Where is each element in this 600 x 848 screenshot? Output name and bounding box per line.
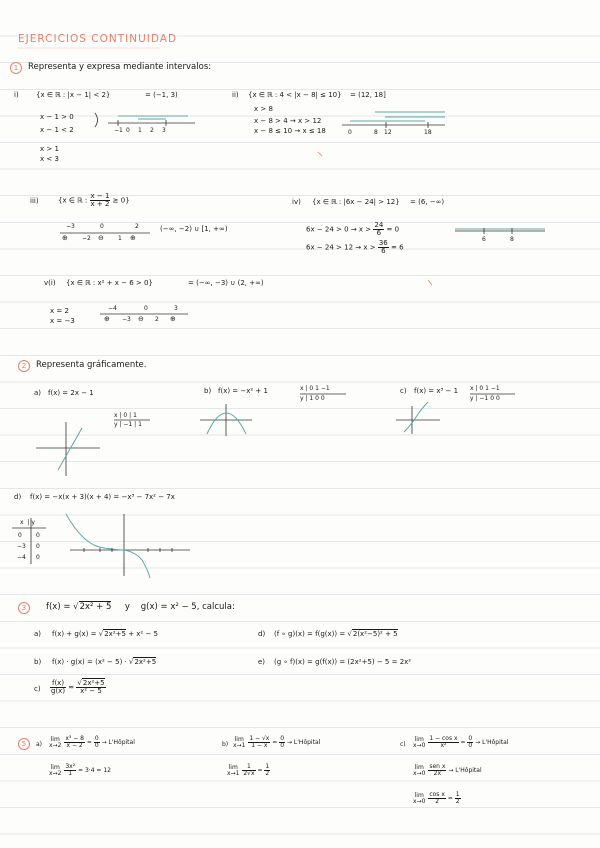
s2-d-table-row: 0 bbox=[36, 532, 40, 539]
section-1-number: 1 bbox=[10, 62, 22, 74]
section-2-heading: Representa gráficamente. bbox=[36, 360, 147, 370]
s3-c-expr: $\frac{f(x)}{g(x)}$ = $\frac{\text{√2x²+5}}{\text{x² − 5}}$ bbox=[51, 679, 105, 695]
s1-iii-sign: 1 bbox=[118, 235, 122, 242]
s5-c-expr: lim x→0 $\frac{\text{1 − cos x}}{\text{x²}}$ = $\frac{0}{0}$ → L'Hôpital bbox=[413, 735, 509, 749]
s1-i-line4: x < 3 bbox=[40, 155, 59, 163]
s1-iii-set: {x ∈ ℝ : $\frac{x - 1}{x + 2}$ ≥ 0} bbox=[58, 192, 130, 208]
s3-d-label: d) bbox=[258, 630, 266, 638]
s2-b-label: b) bbox=[204, 387, 212, 395]
s1-iv-line2: 6x − 24 > 12 → x > $\frac{36}{6}$ = 6 bbox=[306, 239, 404, 255]
s1-v-sign: ⊕ bbox=[170, 315, 176, 323]
s2-c-expr: f(x) = x³ − 1 bbox=[414, 387, 459, 395]
s1-ii-tick: 18 bbox=[424, 129, 432, 136]
s2-d-table-row: −4 bbox=[17, 554, 26, 561]
s2-b-table-head: x | 0 1 −1 bbox=[300, 385, 330, 392]
s1-v-sign: −3 bbox=[122, 316, 131, 323]
s3-d-expr: (f ∘ g)(x) = f(g(x)) = √2(x²−5)² + 5 bbox=[274, 630, 398, 638]
section-5-number: 5 bbox=[18, 738, 30, 750]
s1-v-line2: x = −3 bbox=[50, 317, 75, 325]
page-title: EJERCICIOS CONTINUIDAD bbox=[18, 33, 178, 45]
s1-iii-sign: ⊕ bbox=[62, 234, 68, 242]
s1-i-result: = (−1, 3) bbox=[145, 91, 178, 99]
s1-v-result: = (−∞, −3) ∪ (2, +∞) bbox=[188, 279, 264, 287]
s1-i-line3: x > 1 bbox=[40, 145, 59, 153]
s5-c-step2: lim x→0 $\frac{\text{sen x}}{2x}$ → L'Hôpital bbox=[413, 763, 482, 777]
s1-ii-line1: x > 8 bbox=[254, 105, 273, 113]
s1-iii-sign: −2 bbox=[82, 235, 91, 242]
section-1-heading: Representa y expresa mediante intervalos: bbox=[28, 62, 212, 72]
s1-iii-tick: 2 bbox=[135, 223, 139, 230]
s3-c-label: c) bbox=[34, 685, 41, 693]
s1-ii-tick: 8 bbox=[374, 129, 378, 136]
s1-v-sign: 2 bbox=[155, 316, 159, 323]
s3-e-label: e) bbox=[258, 658, 266, 666]
s5-a-step2: lim x→2 $\frac{\text{3x²}}{1}$ = 3·4 = 12 bbox=[49, 763, 111, 777]
s1-i-tick: −1 bbox=[114, 127, 123, 134]
s1-i-tick: 2 bbox=[150, 127, 154, 134]
s2-d-label: d) bbox=[14, 493, 22, 501]
s1-i-tick: 3 bbox=[162, 127, 166, 134]
s1-v-tick: −4 bbox=[108, 305, 117, 312]
s3-f-def: f(x) = √2x² + 5 y g(x) = x² − 5, calcula: bbox=[46, 602, 235, 612]
s2-d-table-row: 0 bbox=[36, 554, 40, 561]
s2-d-expr: f(x) = −x(x + 3)(x + 4) = −x³ − 7x² − 7x bbox=[30, 493, 175, 501]
s5-c-label: c) bbox=[400, 741, 406, 748]
s5-b-label: b) bbox=[222, 741, 229, 748]
s5-c-step3: lim x→0 $\frac{\text{cos x}}{2}$ = $\frac{1}{2}$ bbox=[413, 791, 460, 805]
s1-i-tick: 0 bbox=[126, 127, 130, 134]
s5-a-label: a) bbox=[36, 741, 43, 748]
s1-v-line1: x = 2 bbox=[50, 307, 69, 315]
s1-v-tick: 3 bbox=[174, 305, 178, 312]
section-2-number: 2 bbox=[18, 360, 30, 372]
s2-d-table-head: x | y bbox=[20, 519, 35, 526]
s1-i-set: {x ∈ ℝ : |x − 1| < 2} bbox=[36, 91, 111, 99]
s2-c-label: c) bbox=[400, 387, 407, 395]
section-3-number: 3 bbox=[18, 602, 30, 614]
s2-a-label: a) bbox=[34, 389, 42, 397]
s1-ii-line3: x − 8 ≤ 10 → x ≤ 18 bbox=[254, 127, 326, 135]
s3-a-expr: f(x) + g(x) = √2x²+5 + x² − 5 bbox=[52, 630, 158, 638]
s2-d-table-row: 0 bbox=[36, 543, 40, 550]
s1-ii-label: ii) bbox=[232, 91, 239, 99]
s1-i-tick: 1 bbox=[138, 127, 142, 134]
s1-iii-result: (−∞, −2) ∪ [1, +∞) bbox=[160, 225, 228, 233]
s1-iv-label: iv) bbox=[292, 198, 301, 206]
s1-ii-line2: x − 8 > 4 → x > 12 bbox=[254, 117, 322, 125]
s1-iv-result: = (6, −∞) bbox=[410, 198, 445, 206]
s1-v-set: {x ∈ ℝ : x² + x − 6 > 0} bbox=[66, 279, 153, 287]
s2-c-table-head: x | 0 1 −1 bbox=[470, 385, 500, 392]
s1-iii-label: iii) bbox=[30, 197, 39, 205]
s1-iv-tick: 8 bbox=[510, 236, 514, 243]
s1-v-sign: ⊕ bbox=[104, 315, 110, 323]
s3-b-expr: f(x) · g(x) = (x² − 5) · √2x²+5 bbox=[52, 658, 157, 666]
s5-b-step2: lim x→1 $\frac{1}{2√x}$ = $\frac{1}{2}$ bbox=[227, 763, 270, 777]
s1-v-tick: 0 bbox=[144, 305, 148, 312]
s3-a-label: a) bbox=[34, 630, 42, 638]
s3-b-label: b) bbox=[34, 658, 42, 666]
s1-i-label: i) bbox=[14, 91, 19, 99]
s3-e-expr: (g ∘ f)(x) = g(f(x)) = (2x²+5) − 5 = 2x² bbox=[274, 658, 412, 666]
s1-ii-tick: 0 bbox=[348, 129, 352, 136]
s1-iv-tick: 6 bbox=[482, 236, 486, 243]
s2-a-table-head: x | 0 | 1 bbox=[114, 412, 137, 419]
s1-iii-sign: ⊖ bbox=[98, 234, 104, 242]
s1-iii-tick: −3 bbox=[66, 223, 75, 230]
s2-a-expr: f(x) = 2x − 1 bbox=[48, 389, 94, 397]
s1-i-line2: x − 1 < 2 bbox=[40, 126, 74, 134]
s2-d-table-row: −3 bbox=[17, 543, 26, 550]
s1-v-sign: ⊖ bbox=[138, 315, 144, 323]
s1-ii-result: = (12, 18] bbox=[350, 91, 386, 99]
s2-a-table-row: y | −1 | 1 bbox=[114, 421, 142, 428]
s1-v-label: v(i) bbox=[44, 279, 56, 287]
s2-c-table-row: y | −1 0 0 bbox=[470, 395, 500, 402]
s1-iv-set: {x ∈ ℝ : |6x − 24| > 12} bbox=[312, 198, 400, 206]
s1-ii-set: {x ∈ ℝ : 4 < |x − 8| ≤ 10} bbox=[248, 91, 342, 99]
s1-iii-sign: ⊕ bbox=[130, 234, 136, 242]
s2-d-table-row: 0 bbox=[18, 532, 22, 539]
s5-b-expr: lim x→1 $\frac{1 - √x}{1 - x}$ = $\frac{0}{0}$ → L'Hôpital bbox=[233, 735, 321, 749]
s1-i-line1: x − 1 > 0 bbox=[40, 113, 74, 121]
s1-ii-tick: 12 bbox=[384, 129, 392, 136]
s5-a-expr: lim x→2 $\frac{\text{x³ − 8}}{x - 2}$ = $\frac{0}{0}$ → L'Hôpital bbox=[49, 735, 135, 749]
s2-b-expr: f(x) = −x² + 1 bbox=[218, 387, 268, 395]
s2-b-table-row: y | 1 0 0 bbox=[300, 395, 325, 402]
s1-iv-line1: 6x − 24 > 0 → x > $\frac{24}{6}$ = 0 bbox=[306, 221, 400, 237]
s1-iii-tick: 0 bbox=[100, 223, 104, 230]
